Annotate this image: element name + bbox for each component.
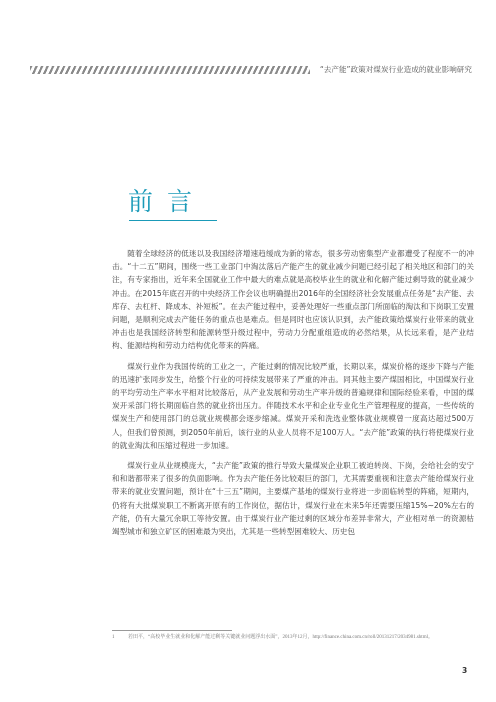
header-stripe — [30, 66, 310, 74]
paragraph-2: 煤炭行业作为我国传统的工业之一，产能过剩的情况比较严重，长期以来，煤炭价格的逐步下降与产能的迅速扩张同步发生，给整个行业的可持续发展带来了严重的冲击。同其他主要产煤国相比，中国煤炭行业的平均劳动生产率水平相对比较落后，从产业发展和劳动生产率升级的普遍规律和国际经验来看，中国的煤炭开采部门将长期面临自然的就业挤出压力。伴随技术水平和企业专业化生产管理程度的提高，一些传统的煤炭生产和使用部门的总就业规模都会逐步缩减。煤炭开采和洗选业整体就业规模曾一度高达超过500万人，但我们曾预测，到2050年前后，该行业的从业人员将不足100万人。“去产能”政策的执行将使煤炭行业的就业淘汰和压缩过程进一步加速。 — [112, 361, 474, 450]
footnote-mark: 1 — [112, 635, 115, 640]
title-underline — [129, 220, 217, 221]
paragraph-1: 随着全球经济的低迷以及我国经济增速趋缓成为新的常态，很多劳动密集型产业都遭受了程度不一的冲击。“十二五”期间，围绕一些工业部门中淘汰落后产能产生的就业减少问题已经引起了相关地区和部门的关注，有专家指出，近年来全国就业工作中最大的难点就是高校毕业生的就业和化解产能过剩导致的就业减少冲击。在2015年底召开的中央经济工作会议也明确提出2016年的全国经济社会发展重点任务是“去产能、去库存、去杠杆、降成本、补短板”。在去产能过程中，妥善处理好一些重点部门所面临的淘汰和下岗职工安置问题，是顺利完成去产能任务的重点也是难点。但是同时也应该认识到，去产能政策给煤炭行业带来的就业冲击也是我国经济转型和能源转型升级过程中，劳动力分配重组造成的必然结果，从长远来看，是产业结构、能源结构和劳动力结构优化带来的阵痛。 — [112, 249, 474, 351]
running-header-title: “去产能”政策对煤炭行业造成的就业影响研究 — [319, 65, 472, 74]
footnote — [112, 634, 452, 642]
footnote-text: 若田平，“高校毕业生就业和化解产能过剩等关键就业问题浮出水面”，2013年12月，http://finance.china.com.cn/roll/20131217/2034981.shtml。 — [128, 635, 433, 640]
footnote-divider — [112, 630, 232, 631]
body-text — [112, 247, 474, 545]
section-title: 前言 — [128, 187, 207, 216]
page-number: 3 — [462, 666, 468, 675]
paragraph-3: 煤炭行业从业规模庞大，“去产能”政策的推行导致大量煤炭企业职工被迫转岗、下岗，会给社会的安宁和和谐都带来了很多的负面影响。作为去产能任务比较艰巨的部门，尤其需要重视和注意去产能给煤炭行业带来的就业安置问题，预计在“十三五”期间，主要煤产基地的煤炭行业将进一步面临转型的阵痛，短期内，仍将有大批煤炭职工不断离开原有的工作岗位，据估计，煤炭行业在未来5年还需要压缩15%~20%左右的产能，仍有大量冗余职工等待安置。由于煤炭行业产能过剩的区域分布差异非常大，产业相对单一的资源枯竭型城市和独立矿区的困难最为突出，尤其是一些转型困难较大、历史包 — [112, 461, 474, 537]
